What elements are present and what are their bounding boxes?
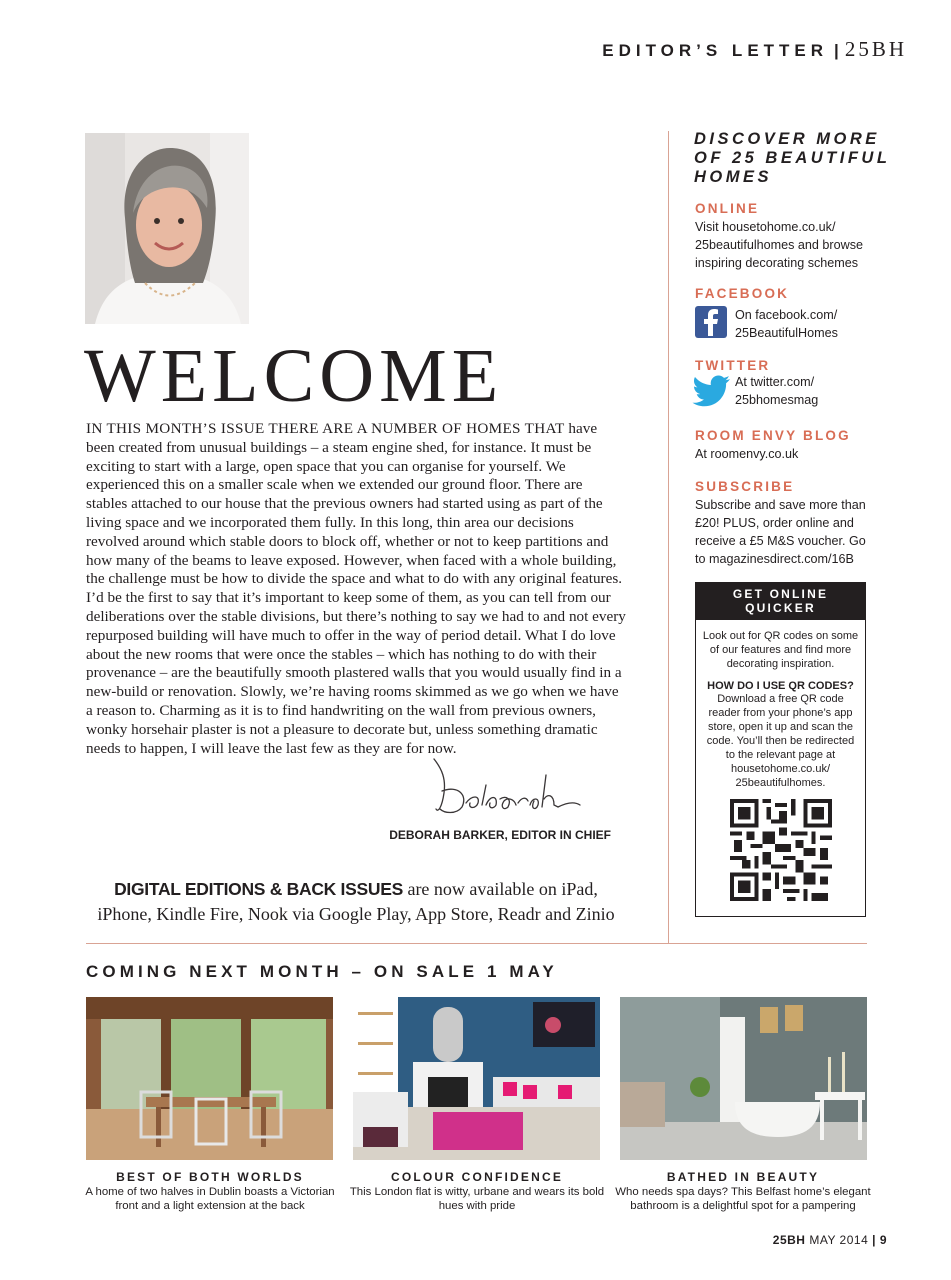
digital-editions-note <box>86 877 626 927</box>
twitter-heading: TWITTER <box>695 358 771 373</box>
horizontal-divider <box>86 943 867 944</box>
editor-letter-body <box>86 420 626 758</box>
sidebar-title: DISCOVER MORE OF 25 BEAUTIFUL HOMES <box>694 130 891 186</box>
teaser-title-1: BEST OF BOTH WORLDS <box>116 1170 304 1184</box>
page-header <box>602 37 907 62</box>
welcome-heading: WELCOME <box>84 334 504 418</box>
qr-answer: Download a free QR code reader from your phone’s app store, open it up and scan the code. You’ll then be redirected to the relevant page at housetohome.co.uk/ 25beautifulhomes. <box>706 693 855 789</box>
header-separator: | <box>834 41 839 60</box>
digital-editions-text: are now available on iPad, iPhone, Kindle Fire, Nook via Google Play, App Store, Readr and Zinio <box>97 879 615 924</box>
letter-lead: IN THIS MONTH’S ISSUE THERE ARE A NUMBER OF HOMES THAT <box>86 420 565 437</box>
page-folio: 25BH MAY 2014 | 9 <box>772 1233 887 1247</box>
teaser-title-3: BATHED IN BEAUTY <box>666 1170 820 1184</box>
facebook-heading: FACEBOOK <box>695 286 790 301</box>
teaser-desc-3: Who needs spa days? This Belfast home’s elegant bathroom is a delightful spot for a pampering <box>615 1186 871 1212</box>
online-text: Visit housetohome.co.uk/ 25beautifulhomes and browse inspiring decorating schemes <box>695 220 864 270</box>
magazine-name: 25BH <box>844 37 907 61</box>
folio-magazine: 25BH <box>772 1233 806 1247</box>
qr-code-box <box>695 582 866 917</box>
teaser-desc-1: A home of two halves in Dublin boasts a Victorian front and a light extension at the back <box>85 1186 335 1212</box>
blog-heading: ROOM ENVY BLOG <box>695 428 851 443</box>
qr-code-image <box>730 799 832 901</box>
twitter-text: At twitter.com/ 25bhomesmag <box>735 375 819 407</box>
digital-editions-heading: DIGITAL EDITIONS & BACK ISSUES <box>114 879 403 899</box>
subscribe-heading: SUBSCRIBE <box>695 479 795 494</box>
online-heading: ONLINE <box>695 201 760 216</box>
page-number: 9 <box>879 1233 887 1247</box>
teaser-image-bathroom <box>620 997 867 1160</box>
letter-text: have been created from unusual buildings – a steam engine shed, for instance. It must be exciting to start with a large, open space that you can organise for yourself. We experienced this on a smaller scale when we extended our ground floor. There are stables attached to our house that the previous owners had started using as part of the living space and we incorporated them fully. In this long, thin area our decisions revolved around which stable doors to block off, whether or not to keep partitions and how many of the beams to leave exposed. However, when faced with a whole building, the challenge must be how to divide the space and what to do with any original features. I’d be the first to say that it’s important to keep some of them, as you can tell from our deliberations over the stable divisions, but there’s nothing to say we had to and not every repurposed building will have much to offer in the way of period detail. What I do love about the new rooms that were once the stables – which has nothing to do with their provenance – are the beautifully smooth plastered walls that you would usually find in a new-build or renovation. Slowly, we’re having rooms skimmed as we go when we have a reason to. Charming as it is to find handwriting on the wall from previous owners, wonky horsehair plaster is not a pleasure to decorate but, unless something dramatic needs to happen, I will leave the last few as they are for now. <box>86 420 626 757</box>
teaser-desc-2: This London flat is witty, urbane and wears its bold hues with pride <box>349 1186 605 1212</box>
teaser-image-dining <box>86 997 333 1160</box>
subscribe-text: Subscribe and save more than £20! PLUS, order online and receive a £5 M&S voucher. Go to magazinesdirect.com/16B <box>695 498 866 566</box>
blog-text: At roomenvy.co.uk <box>695 447 799 461</box>
coming-next-heading: COMING NEXT MONTH – ON SALE 1 MAY <box>86 962 558 981</box>
facebook-text: On facebook.com/ 25BeautifulHomes <box>735 308 838 340</box>
facebook-icon <box>695 306 727 338</box>
qr-box-heading: GET ONLINE QUICKER <box>696 583 865 620</box>
signature-name: DEBORAH BARKER, EDITOR IN CHIEF <box>389 828 611 842</box>
teaser-title-2: COLOUR CONFIDENCE <box>390 1170 564 1184</box>
vertical-divider <box>668 131 669 943</box>
qr-intro: Look out for QR codes on some of our features and find more decorating inspiration. <box>702 630 859 670</box>
folio-date: MAY 2014 <box>809 1233 869 1247</box>
qr-question: HOW DO I USE QR CODES? <box>707 680 854 692</box>
teaser-image-living <box>353 997 600 1160</box>
twitter-bird-icon <box>690 373 732 409</box>
editor-signature <box>428 755 588 820</box>
section-title: EDITOR’S LETTER <box>602 41 829 60</box>
editor-portrait <box>85 133 249 324</box>
